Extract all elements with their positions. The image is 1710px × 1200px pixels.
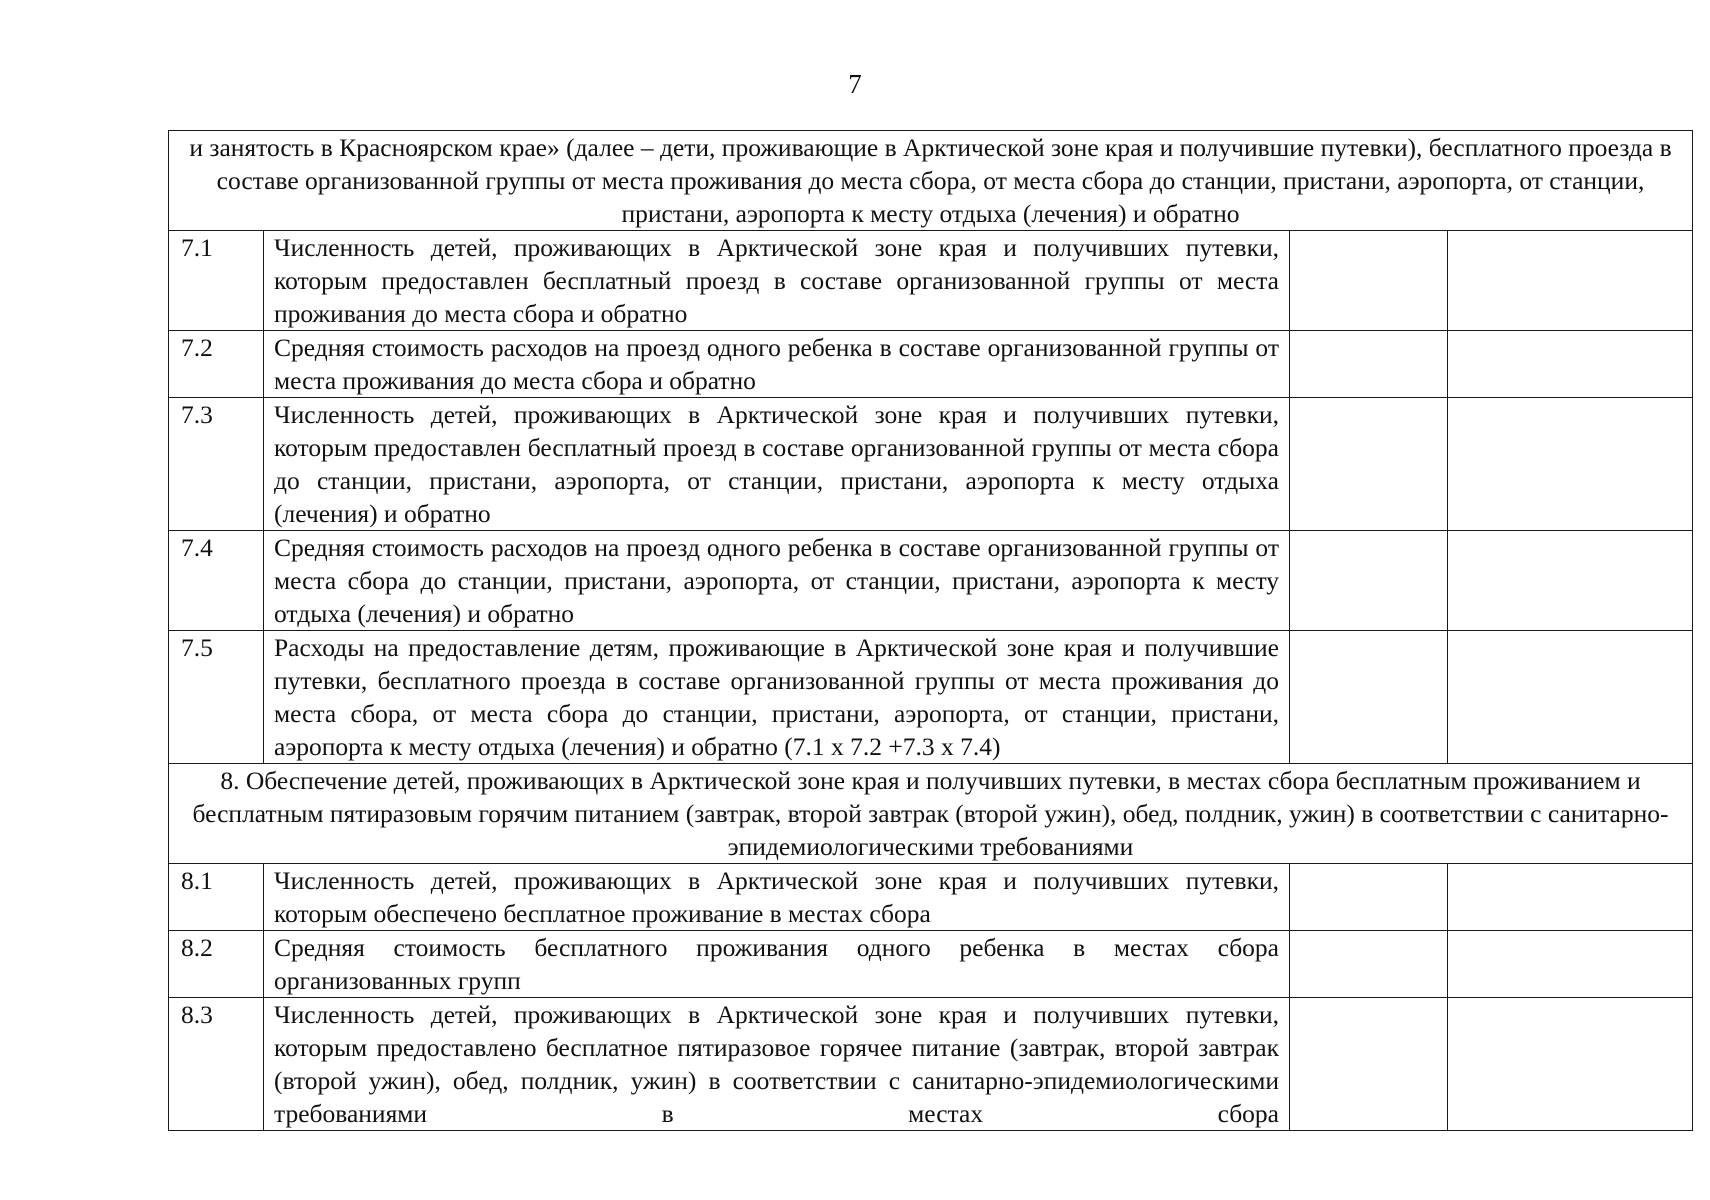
value-cell xyxy=(1448,631,1693,764)
value-cell xyxy=(1290,931,1448,998)
row-number: 7.2 xyxy=(169,331,264,398)
row-number: 8.3 xyxy=(169,998,264,1131)
table-row xyxy=(169,631,1693,764)
section-heading-7: и занятость в Красноярском крае» (далее – дети, проживающие в Арктической зоне края и получившие путевки), бесплатного проезда в составе организованной группы от места проживания до места сбора, от места сбора до станции, пристани, аэропорта, от станции, пристани, аэропорта к месту отдыха (лечения) и обратно xyxy=(169,131,1693,231)
table-row xyxy=(169,864,1693,931)
value-cell xyxy=(1290,998,1448,1131)
value-cell xyxy=(1290,398,1448,531)
table-row xyxy=(169,998,1693,1131)
value-cell xyxy=(1290,631,1448,764)
value-cell xyxy=(1448,864,1693,931)
value-cell xyxy=(1290,231,1448,331)
row-number: 7.4 xyxy=(169,531,264,631)
row-description: Средняя стоимость бесплатного проживания одного ребенка в местах сбора организованных групп xyxy=(264,931,1290,998)
row-description: Средняя стоимость расходов на проезд одного ребенка в составе организованной группы от места сбора до станции, пристани, аэропорта, от станции, пристани, аэропорта к месту отдыха (лечения) и обратно xyxy=(264,531,1290,631)
row-number: 7.1 xyxy=(169,231,264,331)
row-number: 8.1 xyxy=(169,864,264,931)
table-row xyxy=(169,331,1693,398)
value-cell xyxy=(1290,864,1448,931)
indicators-table xyxy=(168,130,1693,1131)
value-cell xyxy=(1290,531,1448,631)
section-heading-row xyxy=(169,764,1693,864)
value-cell xyxy=(1448,331,1693,398)
row-description: Численность детей, проживающих в Арктической зоне края и получивших путевки, которым предоставлен бесплатный проезд в составе организованной группы от места сбора до станции, пристани, аэропорта, от станции, пристани, аэропорта к месту отдыха (лечения) и обратно xyxy=(264,398,1290,531)
value-cell xyxy=(1448,998,1693,1131)
page-number: 7 xyxy=(848,69,862,99)
section-heading-8: 8. Обеспечение детей, проживающих в Арктической зоне края и получивших путевки, в местах сбора бесплатным проживанием и бесплатным пятиразовым горячим питанием (завтрак, второй завтрак (второй ужин), обед, полдник, ужин) в соответствии с санитарно-эпидемиологическими требованиями xyxy=(169,764,1693,864)
value-cell xyxy=(1448,931,1693,998)
row-description: Численность детей, проживающих в Арктической зоне края и получивших путевки, которым предоставлен бесплатный проезд в составе организованной группы от места проживания до места сбора и обратно xyxy=(264,231,1290,331)
section-heading-row xyxy=(169,131,1693,231)
table-row xyxy=(169,931,1693,998)
row-description: Расходы на предоставление детям, проживающие в Арктической зоне края и получившие путевки, бесплатного проезда в составе организованной группы от места проживания до места сбора, от места сбора до станции, пристани, аэропорта, от станции, пристани, аэропорта к месту отдыха (лечения) и обратно (7.1 х 7.2 +7.3 х 7.4) xyxy=(264,631,1290,764)
value-cell xyxy=(1448,231,1693,331)
row-number: 8.2 xyxy=(169,931,264,998)
row-description: Численность детей, проживающих в Арктической зоне края и получивших путевки, которым обеспечено бесплатное проживание в местах сбора xyxy=(264,864,1290,931)
row-description: Средняя стоимость расходов на проезд одного ребенка в составе организованной группы от места проживания до места сбора и обратно xyxy=(264,331,1290,398)
value-cell xyxy=(1448,398,1693,531)
row-description: Численность детей, проживающих в Арктической зоне края и получивших путевки, которым предоставлено бесплатное пятиразовое горячее питание (завтрак, второй завтрак (второй ужин), обед, полдник, ужин) в соответствии с санитарно-эпидемиологическими требованиями в местах сбора xyxy=(264,998,1290,1131)
row-number: 7.3 xyxy=(169,398,264,531)
table-row xyxy=(169,398,1693,531)
row-number: 7.5 xyxy=(169,631,264,764)
table-row xyxy=(169,231,1693,331)
value-cell xyxy=(1290,331,1448,398)
value-cell xyxy=(1448,531,1693,631)
table-row xyxy=(169,531,1693,631)
